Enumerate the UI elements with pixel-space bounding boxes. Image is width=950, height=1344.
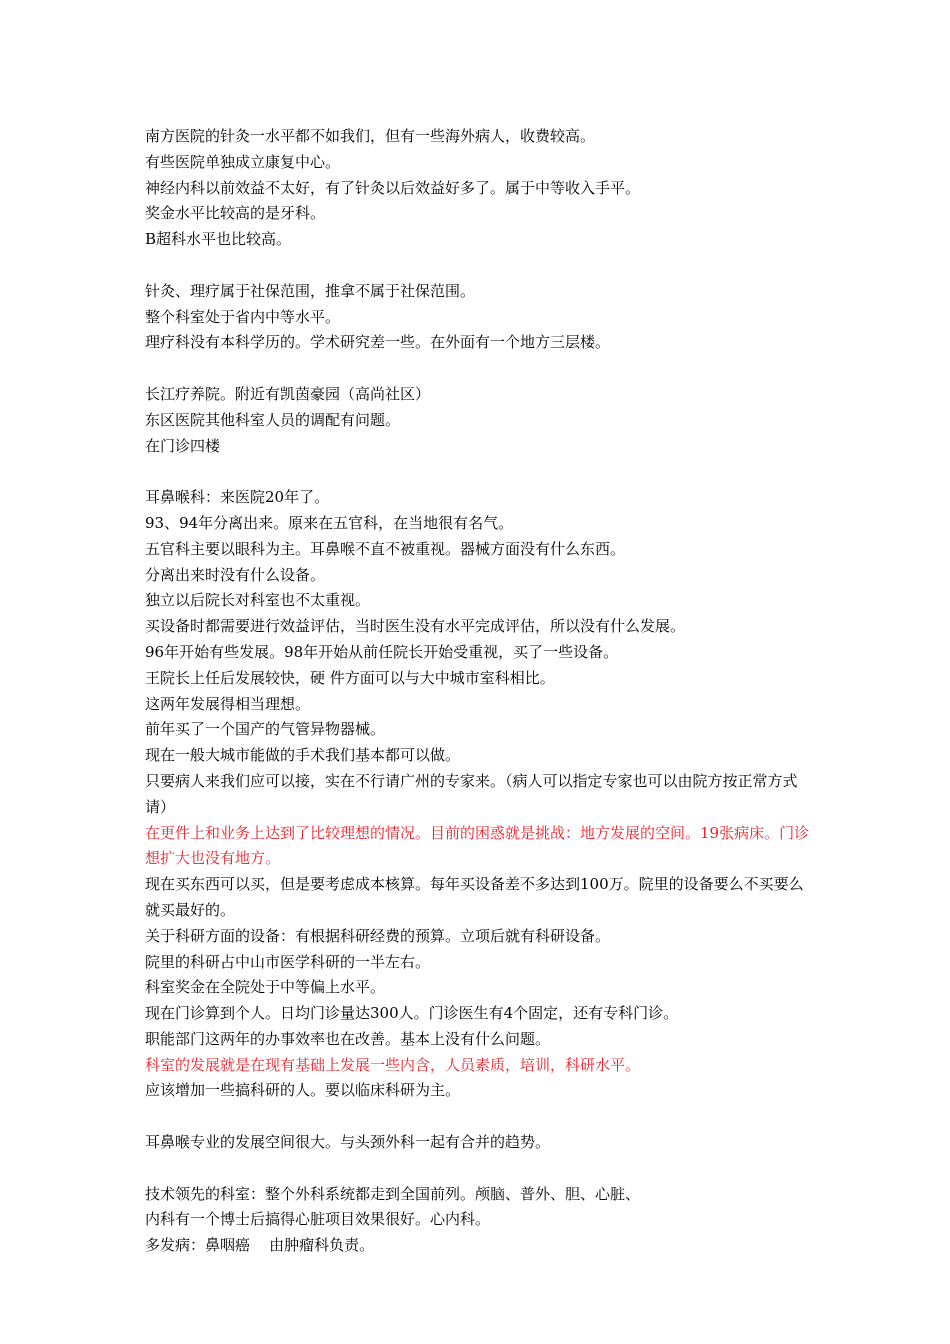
note-line: 93、94年分离出来。原来在五官科，在当地很有名气。 bbox=[145, 513, 514, 532]
note-line: 耳鼻喉科：来医院20年了。 bbox=[145, 488, 330, 507]
note-line: 这两年发展得相当理想。 bbox=[145, 694, 311, 713]
note-line: 南方医院的针灸一水平都不如我们，但有一些海外病人，收费较高。 bbox=[145, 127, 596, 145]
note-line: 技术领先的科室：整个外科系统都走到全国前列。颅脑、普外、胆、心脏、 bbox=[145, 1184, 641, 1203]
note-line: 有些医院单独成立康复中心。 bbox=[145, 152, 341, 171]
note-line: 现在买东西可以买，但是要考虑成本核算。每年买设备差不多达到100万。院里的设备要么不买要么就买最好的。 bbox=[145, 875, 804, 919]
note-line: 只要病人来我们应可以接，实在不行请广州的专家来。（病人可以指定专家也可以由院方按正常方式请） bbox=[145, 771, 798, 816]
note-line: B超科水平也比较高。 bbox=[145, 230, 292, 249]
note-line: 分离出来时没有什么设备。 bbox=[145, 565, 326, 584]
paragraph-spacer bbox=[145, 459, 815, 485]
note-line: 多发病：鼻咽癌 由肿瘤科负责。 bbox=[145, 1236, 375, 1255]
note-line: 买设备时都需要进行效益评估，当时医生没有水平完成评估，所以没有什么发展。 bbox=[145, 617, 686, 636]
paragraph-spacer bbox=[145, 1156, 815, 1182]
highlighted-note-line: 科室的发展就是在现有基础上发展一些内含，人员素质，培训，科研水平。 bbox=[145, 1055, 641, 1074]
note-line: 针灸、理疗属于社保范围，推拿不属于社保范围。 bbox=[145, 281, 476, 300]
note-line: 科室奖金在全院处于中等偏上水平。 bbox=[145, 978, 386, 997]
note-line: 王院长上任后发展较快，硬 件方面可以与大中城市室科相比。 bbox=[145, 668, 555, 687]
paragraph-spacer bbox=[145, 356, 815, 382]
note-line: 应该增加一些搞科研的人。要以临床科研为主。 bbox=[145, 1081, 461, 1100]
document-body bbox=[145, 124, 815, 1259]
note-line: 耳鼻喉专业的发展空间很大。与头颈外科一起有合并的趋势。 bbox=[145, 1133, 551, 1152]
note-line: 五官科主要以眼科为主。耳鼻喉不直不被重视。器械方面没有什么东西。 bbox=[145, 539, 626, 558]
note-line: 前年买了一个国产的气管异物器械。 bbox=[145, 720, 386, 739]
note-line: 在门诊四楼 bbox=[145, 436, 221, 455]
note-line: 奖金水平比较高的是牙科。 bbox=[145, 204, 326, 223]
note-line: 现在一般大城市能做的手术我们基本都可以做。 bbox=[145, 746, 461, 765]
note-line: 东区医院其他科室人员的调配有问题。 bbox=[145, 410, 401, 429]
note-line: 职能部门这两年的办事效率也在改善。基本上没有什么问题。 bbox=[145, 1029, 551, 1048]
note-line: 内科有一个博士后搞得心脏项目效果很好。心内科。 bbox=[145, 1210, 491, 1229]
note-line: 整个科室处于省内中等水平。 bbox=[145, 307, 341, 326]
note-line: 关于科研方面的设备：有根据科研经费的预算。立项后就有科研设备。 bbox=[145, 926, 611, 945]
paragraph-spacer bbox=[145, 1104, 815, 1130]
note-line: 院里的科研占中山市医学科研的一半左右。 bbox=[145, 952, 431, 971]
paragraph-spacer bbox=[145, 253, 815, 279]
note-line: 独立以后院长对科室也不太重视。 bbox=[145, 591, 371, 610]
note-line: 现在门诊算到个人。日均门诊量达300人。门诊医生有4个固定，还有专科门诊。 bbox=[145, 1004, 679, 1023]
note-line: 96年开始有些发展。98年开始从前任院长开始受重视，买了一些设备。 bbox=[145, 642, 619, 661]
note-line: 神经内科以前效益不太好，有了针灸以后效益好多了。属于中等收入手平。 bbox=[145, 178, 641, 197]
note-line: 理疗科没有本科学历的。学术研究差一些。在外面有一个地方三层楼。 bbox=[145, 333, 611, 352]
note-line: 长江疗养院。附近有凯茵豪园（高尚社区） bbox=[145, 384, 431, 403]
highlighted-note-line: 在更件上和业务上达到了比较理想的情况。目前的困惑就是挑战：地方发展的空间。19张病床。门诊想扩大也没有地方。 bbox=[145, 823, 810, 868]
